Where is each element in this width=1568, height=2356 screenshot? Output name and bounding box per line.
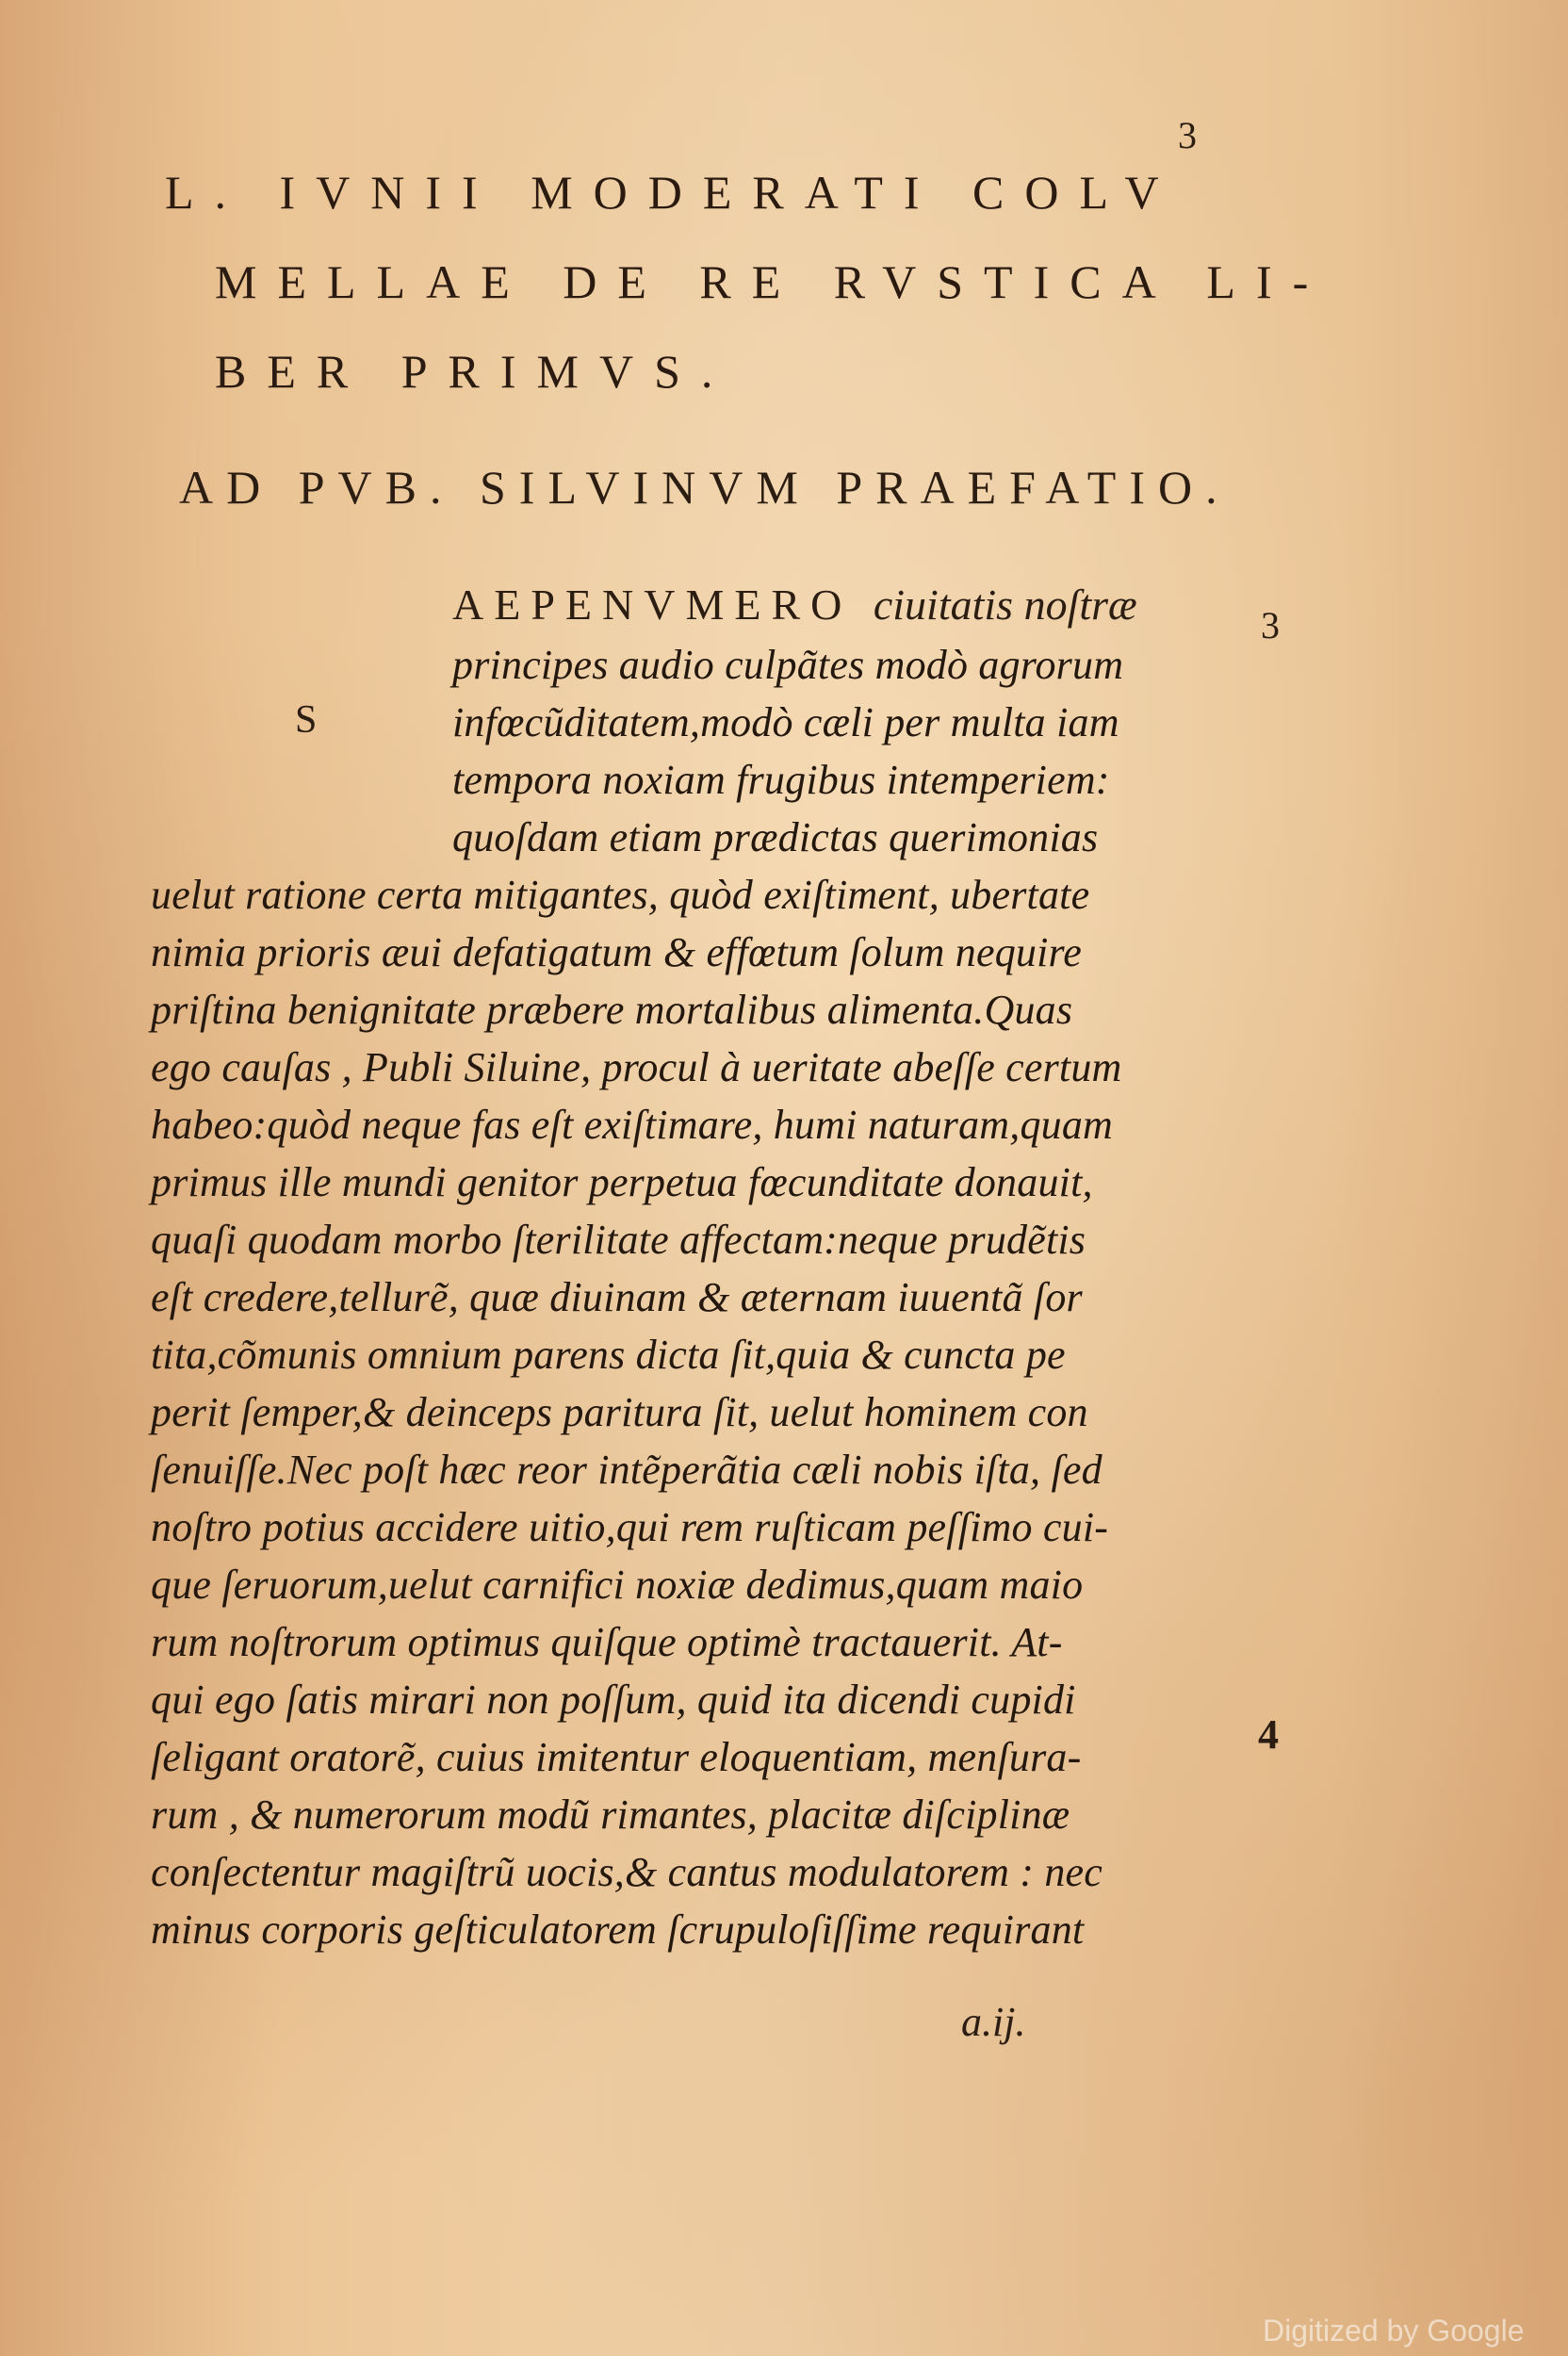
text-line: conſectentur magiſtrũ uocis,& cantus modulatorem : nec: [151, 1849, 1102, 1895]
text-line: quaſi quodam morbo ſterilitate affectam:neque prudẽtis: [151, 1217, 1086, 1263]
margin-mark: 3: [1261, 604, 1280, 646]
text-line: rum noſtrorum optimus quiſque optimè tractauerit. At-: [151, 1619, 1063, 1665]
text-line: eſt credere,tellurẽ, quæ diuinam & æternam iuuentã ſor: [151, 1274, 1083, 1320]
incipit-line: [452, 580, 1137, 630]
digitization-watermark: Digitized by Google: [1263, 2314, 1525, 2348]
text-line: priſtina benignitate præbere mortalibus alimenta.Quas: [151, 987, 1073, 1033]
text-line: ſenuiſſe.Nec poſt hæc reor intẽperãtia cæli nobis iſta, ſed: [151, 1447, 1102, 1493]
title-line-2: MELLAE DE RE RVSTICA LI-: [215, 255, 1330, 308]
text-line: minus corporis geſticulatorem ſcrupuloſiſſime requirant: [151, 1906, 1085, 1953]
title-line-3: BER PRIMVS.: [215, 345, 734, 398]
text-line: principes audio culpãtes modò agrorum: [452, 642, 1124, 688]
title-line-1: L. IVNII MODERATI COLV: [165, 166, 1180, 219]
text-line: qui ego ſatis mirari non poſſum, quid ita dicendi cupidi: [151, 1677, 1076, 1723]
text-line: rum , & numerorum modũ rimantes, placitæ diſciplinæ: [151, 1792, 1070, 1838]
text-line: que ſeruorum,uelut carnifici noxiæ dedimus,quam maio: [151, 1562, 1084, 1608]
page-number: 3: [1178, 114, 1197, 156]
preface-heading: AD PVB. SILVINVM PRAEFATIO.: [179, 461, 1231, 514]
margin-number: 4: [1258, 1711, 1279, 1758]
text-line: primus ille mundi genitor perpetua fœcunditate donauit,: [151, 1159, 1093, 1205]
text-line: infœcũditatem,modò cæli per multa iam: [452, 699, 1119, 745]
signature-mark: a.ij.: [961, 1999, 1026, 2045]
text-line: habeo:quòd neque fas eſt exiſtimare, humi naturam,quam: [151, 1102, 1114, 1148]
text-line: tempora noxiam frugibus intemperiem:: [452, 757, 1110, 803]
text-line: nimia prioris æui defatigatum & effœtum ſolum nequire: [151, 929, 1082, 975]
text-line: perit ſemper,& deinceps paritura ſit, uelut hominem con: [151, 1389, 1088, 1435]
text-line: tita,cõmunis omnium parens dicta ſit,quia & cuncta pe: [151, 1332, 1066, 1378]
incipit-continuation: ciuitatis noſtræ: [873, 581, 1137, 629]
text-line: quoſdam etiam prædictas querimonias: [452, 814, 1099, 860]
drop-initial-placeholder: S: [295, 698, 318, 742]
text-line: noſtro potius accidere uitio,qui rem ruſticam peſſimo cui-: [151, 1504, 1109, 1550]
text-line: uelut ratione certa mitigantes, quòd exiſtiment, ubertate: [151, 872, 1090, 918]
text-line: ego cauſas , Publi Siluine, procul à ueritate abeſſe certum: [151, 1044, 1122, 1090]
text-line: ſeligant oratorẽ, cuius imitentur eloquentiam, menſura-: [151, 1734, 1082, 1780]
incipit-capitals: AEPENVMERO: [452, 581, 853, 629]
